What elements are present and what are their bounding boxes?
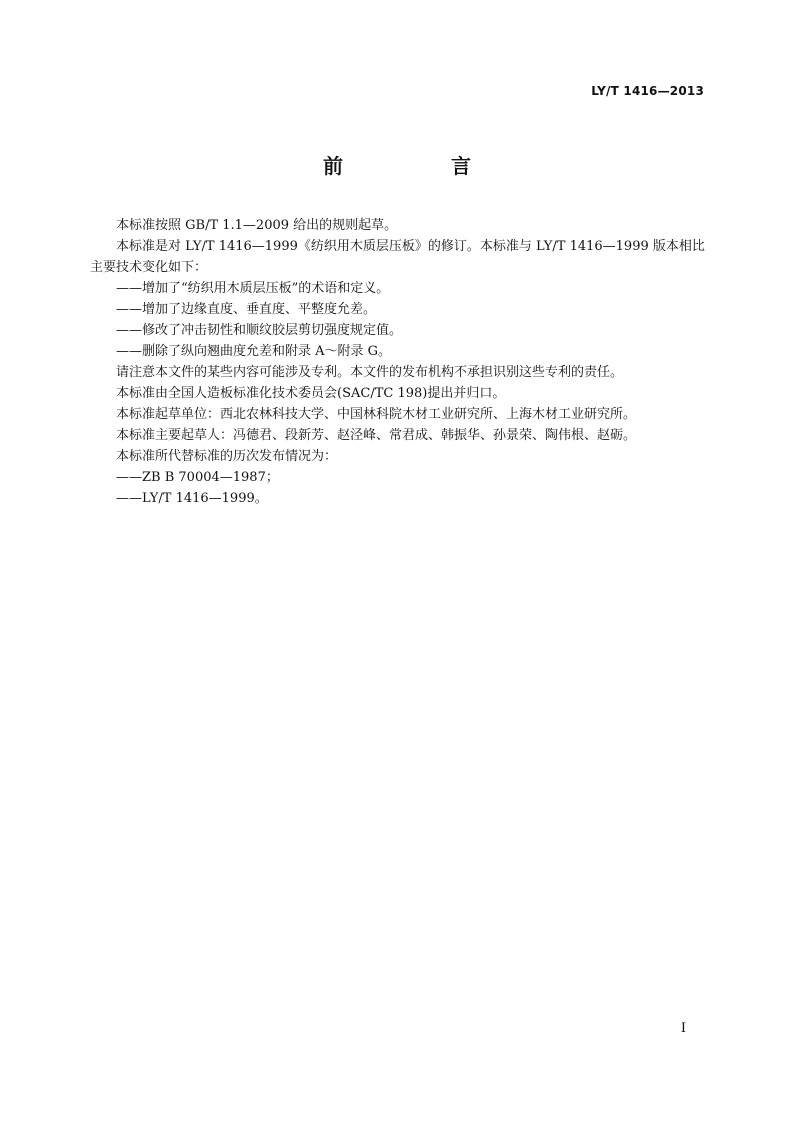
document-code: LY/T 1416—2013: [591, 84, 704, 98]
paragraph-drafting-units: 本标准起草单位：西北农林科技大学、中国林科院木材工业研究所、上海木材工业研究所。: [116, 407, 637, 422]
paragraph-history-intro: 本标准所代替标准的历次发布情况为：: [116, 449, 338, 464]
page-number: I: [680, 1021, 686, 1036]
page-title: 前 言: [323, 154, 515, 178]
paragraph-drafters: 本标准主要起草人：冯德君、段新芳、赵泾峰、常君成、韩振华、孙景荣、陶伟根、赵砺。: [116, 428, 637, 443]
change-item-strength: ——修改了冲击韧性和顺纹胶层剪切强度规定值。: [116, 323, 403, 338]
paragraph-drafting-rules: 本标准按照 GB/T 1.1—2009 给出的规则起草。: [116, 218, 398, 233]
change-item-tolerances: ——增加了边缘直度、垂直度、平整度允差。: [116, 302, 377, 317]
history-item-1987: ——ZB B 70004—1987；: [116, 470, 279, 485]
foreword-body: [90, 215, 708, 509]
paragraph-revision: 本标准是对 LY/T 1416—1999《纺织用木质层压板》的修订。本标准与 LY/T 1416—1999 版本相比主要技术变化如下：: [90, 239, 705, 275]
paragraph-proposer: 本标准由全国人造板标准化技术委员会(SAC/TC 198)提出并归口。: [116, 386, 506, 401]
change-item-deletion: ——删除了纵向翘曲度允差和附录 A～附录 G。: [116, 344, 392, 359]
paragraph-patent-notice: 请注意本文件的某些内容可能涉及专利。本文件的发布机构不承担识别这些专利的责任。: [116, 365, 624, 380]
change-item-terms: ——增加了“纺织用木质层压板”的术语和定义。: [116, 281, 390, 296]
history-item-1999: ——LY/T 1416—1999。: [116, 491, 268, 506]
